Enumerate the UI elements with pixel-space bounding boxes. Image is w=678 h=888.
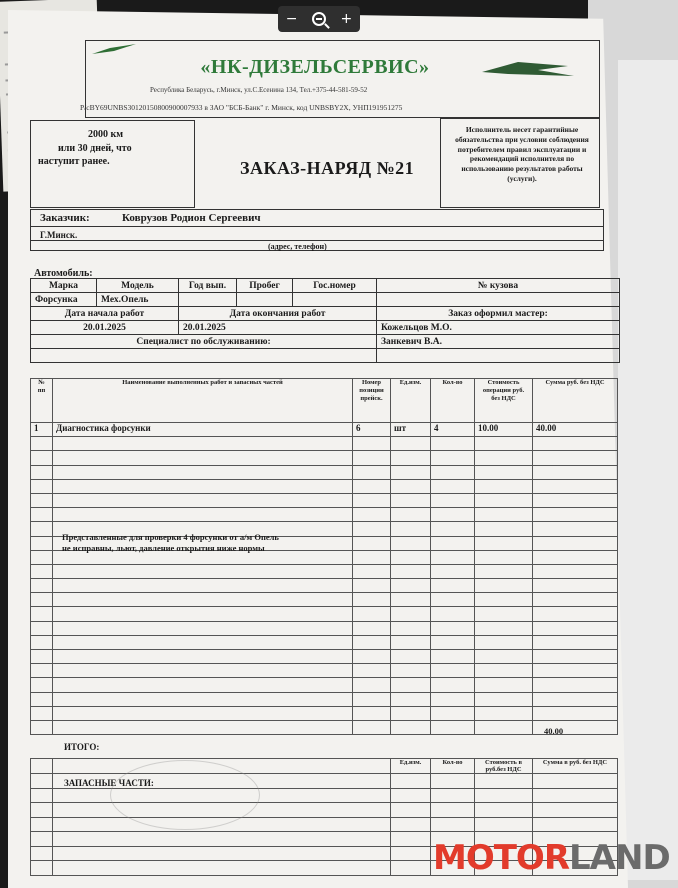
empty-cell [31,678,53,692]
empty-cell [475,593,533,607]
empty-cell [533,803,618,818]
vehicle-table [30,278,620,363]
empty-cell [391,564,431,578]
col-price: Стоимость операции руб. без НДС [475,379,533,423]
empty-cell [53,564,353,578]
empty-cell [475,621,533,635]
empty-cell [31,861,53,876]
empty-cell [353,650,391,664]
empty-cell [353,522,391,536]
row-price: 10.00 [475,423,533,437]
empty-cell [391,621,431,635]
specialist-name: Занкевич В.А. [377,335,620,349]
col-model: Модель [97,279,179,293]
empty-cell [31,832,53,847]
empty-cell [353,437,391,451]
empty-cell [431,720,475,734]
empty-cell [475,479,533,493]
empty-cell [53,706,353,720]
customer-hint: (адрес, телефон) [268,242,327,251]
empty-cell [353,664,391,678]
empty-cell [431,465,475,479]
empty-cell [391,664,431,678]
empty-cell [31,846,53,861]
empty-cell [391,706,431,720]
empty-cell [431,692,475,706]
table-row [31,579,618,593]
empty-cell [353,493,391,507]
empty-cell [475,774,533,789]
empty-cell [391,607,431,621]
empty-cell [31,579,53,593]
empty-cell [31,706,53,720]
empty-cell [31,635,53,649]
empty-cell [533,706,618,720]
vehicle-mileage [237,293,293,307]
empty-cell [53,437,353,451]
vehicle-body [377,293,620,307]
parts-col-qty: Кол-во [431,759,475,774]
warranty-line: 2000 км [88,129,124,140]
start-date: 20.01.2025 [31,321,179,335]
table-row [31,817,618,832]
order-title: ЗАКАЗ-НАРЯД №21 [240,158,415,178]
empty-cell [31,788,53,803]
table-row [31,564,618,578]
parts-col-price: Стоимость в руб.без НДС [475,759,533,774]
empty-cell [53,650,353,664]
col-qty: Кол-во [431,379,475,423]
empty-cell [391,803,431,818]
empty-cell [353,621,391,635]
parts-col-sum: Сумма в руб. без НДС [533,759,618,774]
customer-label: Заказчик: [40,212,90,224]
empty-cell [31,803,53,818]
empty-cell [391,522,431,536]
start-date-label: Дата начала работ [31,307,179,321]
vehicle-header-row [31,279,620,293]
empty-cell [475,720,533,734]
watermark-motor: MOTOR [433,838,570,878]
empty-cell [533,465,618,479]
works-table [30,378,618,735]
empty-cell [353,451,391,465]
empty-cell [533,593,618,607]
empty-cell [53,493,353,507]
empty-cell [391,465,431,479]
bank-details: Р/сBY69UNBS30120150800900007933 в ЗАО "БСБ-Банк" г. Минск, код UNBSBY2X, УНП191951275 [80,103,403,112]
empty-cell [533,621,618,635]
empty-cell [353,607,391,621]
empty-cell [533,664,618,678]
empty-cell [53,635,353,649]
empty-cell [533,678,618,692]
warranty-notice: Исполнитель несет гарантийные обязательства при условии соблюдения потребителем правил эксплуатации и рекомендаций исполнителя по использованию результатов работы (услуги). [455,125,589,183]
table-row [31,451,618,465]
works-header-row [31,379,618,423]
table-row [31,508,618,522]
empty-cell [391,479,431,493]
empty-cell [475,579,533,593]
empty-cell [31,650,53,664]
empty-cell [475,650,533,664]
empty-cell [391,635,431,649]
empty-cell [31,564,53,578]
parts-label: ЗАПАСНЫЕ ЧАСТИ: [64,778,154,788]
customer-divider [30,240,604,241]
table-row [31,621,618,635]
empty-cell [31,479,53,493]
company-address: Республика Беларусь, г.Минск, ул.С.Есенина 134, Тел.+375-44-581-59-52 [150,86,368,94]
row-number: 1 [31,423,53,437]
empty-cell [533,564,618,578]
empty-cell [431,522,475,536]
empty-cell [31,593,53,607]
customer-name: Коврузов Родион Сергеевич [122,212,261,224]
empty-cell [31,664,53,678]
empty-cell [31,493,53,507]
vehicle-label: Автомобиль: [34,268,93,279]
empty-cell [475,788,533,803]
empty-cell [353,508,391,522]
empty-cell [391,832,431,847]
company-logo-left [90,42,140,58]
empty-cell [353,720,391,734]
empty-cell [391,437,431,451]
empty-cell [31,508,53,522]
col-year: Год вып. [179,279,237,293]
empty-cell [431,650,475,664]
empty-cell [431,593,475,607]
empty-cell [353,564,391,578]
empty-cell [31,437,53,451]
empty-cell [53,607,353,621]
empty-cell [391,650,431,664]
col-sum: Сумма руб. без НДС [533,379,618,423]
company-name: «НК-ДИЗЕЛЬСЕРВИС» [200,56,430,78]
table-row [31,479,618,493]
table-row [31,692,618,706]
table-row [31,607,618,621]
col-mileage: Пробег [237,279,293,293]
empty-cell [391,536,431,550]
empty-cell [31,536,53,550]
faint-stamp [110,760,260,830]
empty-cell [31,465,53,479]
empty-cell [31,817,53,832]
total-label: ИТОГО: [64,742,100,752]
empty-cell [391,550,431,564]
empty-cell [53,508,353,522]
col-body-number: № кузова [377,279,620,293]
empty-cell [53,846,391,861]
row-qty: 4 [431,423,475,437]
empty-cell [53,664,353,678]
empty-cell [533,579,618,593]
empty-cell [431,536,475,550]
col-brand: Марка [31,279,97,293]
empty-cell [431,664,475,678]
watermark-land: LAND [569,838,670,878]
empty-cell [391,493,431,507]
table-row [31,423,618,437]
empty-cell [53,465,353,479]
empty-cell [353,479,391,493]
empty-cell [391,508,431,522]
empty-cell [431,706,475,720]
empty-cell [475,664,533,678]
customer-divider [30,226,604,227]
empty-cell [431,774,475,789]
table-row [31,593,618,607]
empty-cell [391,678,431,692]
table-row [31,650,618,664]
empty-cell [353,678,391,692]
dates-row [31,307,620,321]
row-work-name: Диагностика форсунки [53,423,353,437]
empty-cell [353,550,391,564]
empty-cell [533,788,618,803]
table-row [31,664,618,678]
empty-cell [475,451,533,465]
empty-cell [53,593,353,607]
vehicle-year [179,293,237,307]
empty-cell [431,437,475,451]
empty-cell [353,465,391,479]
empty-cell [431,550,475,564]
col-plate: Гос.номер [293,279,377,293]
empty-cell [475,437,533,451]
empty-cell [475,465,533,479]
warranty-line: наступит ранее. [38,156,110,167]
empty-cell [533,437,618,451]
empty-cell [533,536,618,550]
zoom-out-icon[interactable] [309,9,329,29]
background-sheet [618,60,678,880]
customer-city: Г.Минск. [40,230,78,240]
empty-cell [391,774,431,789]
empty-cell [533,550,618,564]
empty-cell [533,522,618,536]
empty-cell [431,493,475,507]
vehicle-model: Мех.Опель [97,293,179,307]
empty-cell [53,621,353,635]
empty-cell [533,508,618,522]
table-row [31,493,618,507]
end-date-label: Дата окончания работ [179,307,377,321]
table-row [31,706,618,720]
empty-cell [475,493,533,507]
empty-cell [533,650,618,664]
empty-cell [431,817,475,832]
empty-cell [53,720,353,734]
row-sum: 40.00 [533,423,618,437]
empty-cell [475,803,533,818]
empty-cell [31,451,53,465]
warranty-terms [38,128,188,169]
empty-cell [31,774,53,789]
vehicle-brand: Форсунка [31,293,97,307]
empty-cell [475,692,533,706]
note-line: Представленные для проверки 4 форсунки от а/м Опель [62,532,279,542]
empty-cell [31,759,53,774]
empty-cell [53,692,353,706]
empty-cell [475,607,533,621]
empty-cell [533,774,618,789]
empty-cell [353,635,391,649]
empty-cell [533,607,618,621]
empty-cell [53,832,391,847]
zoom-toolbar [278,6,360,32]
empty-cell [377,349,620,363]
empty-cell [475,817,533,832]
empty-cell [53,479,353,493]
empty-cell [431,451,475,465]
minus-icon[interactable]: − [285,11,298,27]
empty-cell [391,451,431,465]
total-value: 40.00 [544,726,564,736]
empty-cell [475,550,533,564]
empty-cell [31,522,53,536]
empty-cell [391,579,431,593]
empty-cell [53,678,353,692]
empty-cell [353,593,391,607]
empty-cell [431,607,475,621]
col-unit: Ед.изм. [391,379,431,423]
row-unit: шт [391,423,431,437]
parts-col-unit: Ед.изм. [391,759,431,774]
col-number: № пп [31,379,53,423]
empty-cell [53,861,391,876]
empty-cell [31,550,53,564]
empty-cell [31,720,53,734]
empty-cell [475,508,533,522]
row-position: 6 [353,423,391,437]
plus-icon[interactable]: + [340,11,353,27]
empty-cell [475,522,533,536]
table-row [31,437,618,451]
empty-cell [475,678,533,692]
empty-cell [431,479,475,493]
empty-cell [53,451,353,465]
empty-cell [391,720,431,734]
empty-cell [353,692,391,706]
empty-cell [533,493,618,507]
empty-cell [431,803,475,818]
empty-cell [391,846,431,861]
empty-cell [431,508,475,522]
empty-cell [431,788,475,803]
empty-cell [533,635,618,649]
empty-cell [391,817,431,832]
empty-cell [431,564,475,578]
motorland-watermark [433,838,670,878]
empty-cell [391,788,431,803]
empty-cell [391,593,431,607]
empty-cell [353,706,391,720]
empty-cell [533,817,618,832]
vehicle-plate [293,293,377,307]
specialist-row [31,335,620,349]
vehicle-data-row [31,293,620,307]
vehicle-spacer-row [31,349,620,363]
table-row [31,678,618,692]
empty-cell [31,692,53,706]
end-date: 20.01.2025 [179,321,377,335]
dates-values-row [31,321,620,335]
empty-cell [431,579,475,593]
empty-cell [533,692,618,706]
master-name: Кожельцов М.О. [377,321,620,335]
empty-cell [431,635,475,649]
empty-cell [475,635,533,649]
empty-cell [353,579,391,593]
empty-cell [533,479,618,493]
empty-cell [53,579,353,593]
empty-cell [431,621,475,635]
empty-cell [391,692,431,706]
col-work-name: Наименование выполненных работ и запасных частей [53,379,353,423]
empty-cell [475,706,533,720]
empty-cell [353,536,391,550]
parts-header-row [31,759,618,774]
table-row [31,720,618,734]
empty-cell [391,861,431,876]
empty-cell [31,607,53,621]
table-row [31,635,618,649]
master-label: Заказ оформил мастер: [377,307,620,321]
empty-cell [533,451,618,465]
empty-cell [431,678,475,692]
specialist-label: Специалист по обслуживанию: [31,335,377,349]
note-line: не исправны, льют, давление открытия ниже нормы [62,543,265,554]
empty-cell [475,536,533,550]
empty-cell [31,349,377,363]
company-logo-right [478,56,578,78]
col-position: Номер позиции прейск. [353,379,391,423]
table-row [31,465,618,479]
empty-cell [31,621,53,635]
diagnostic-note [62,532,279,555]
empty-cell [475,564,533,578]
warranty-line: или 30 дней, что [58,142,132,154]
